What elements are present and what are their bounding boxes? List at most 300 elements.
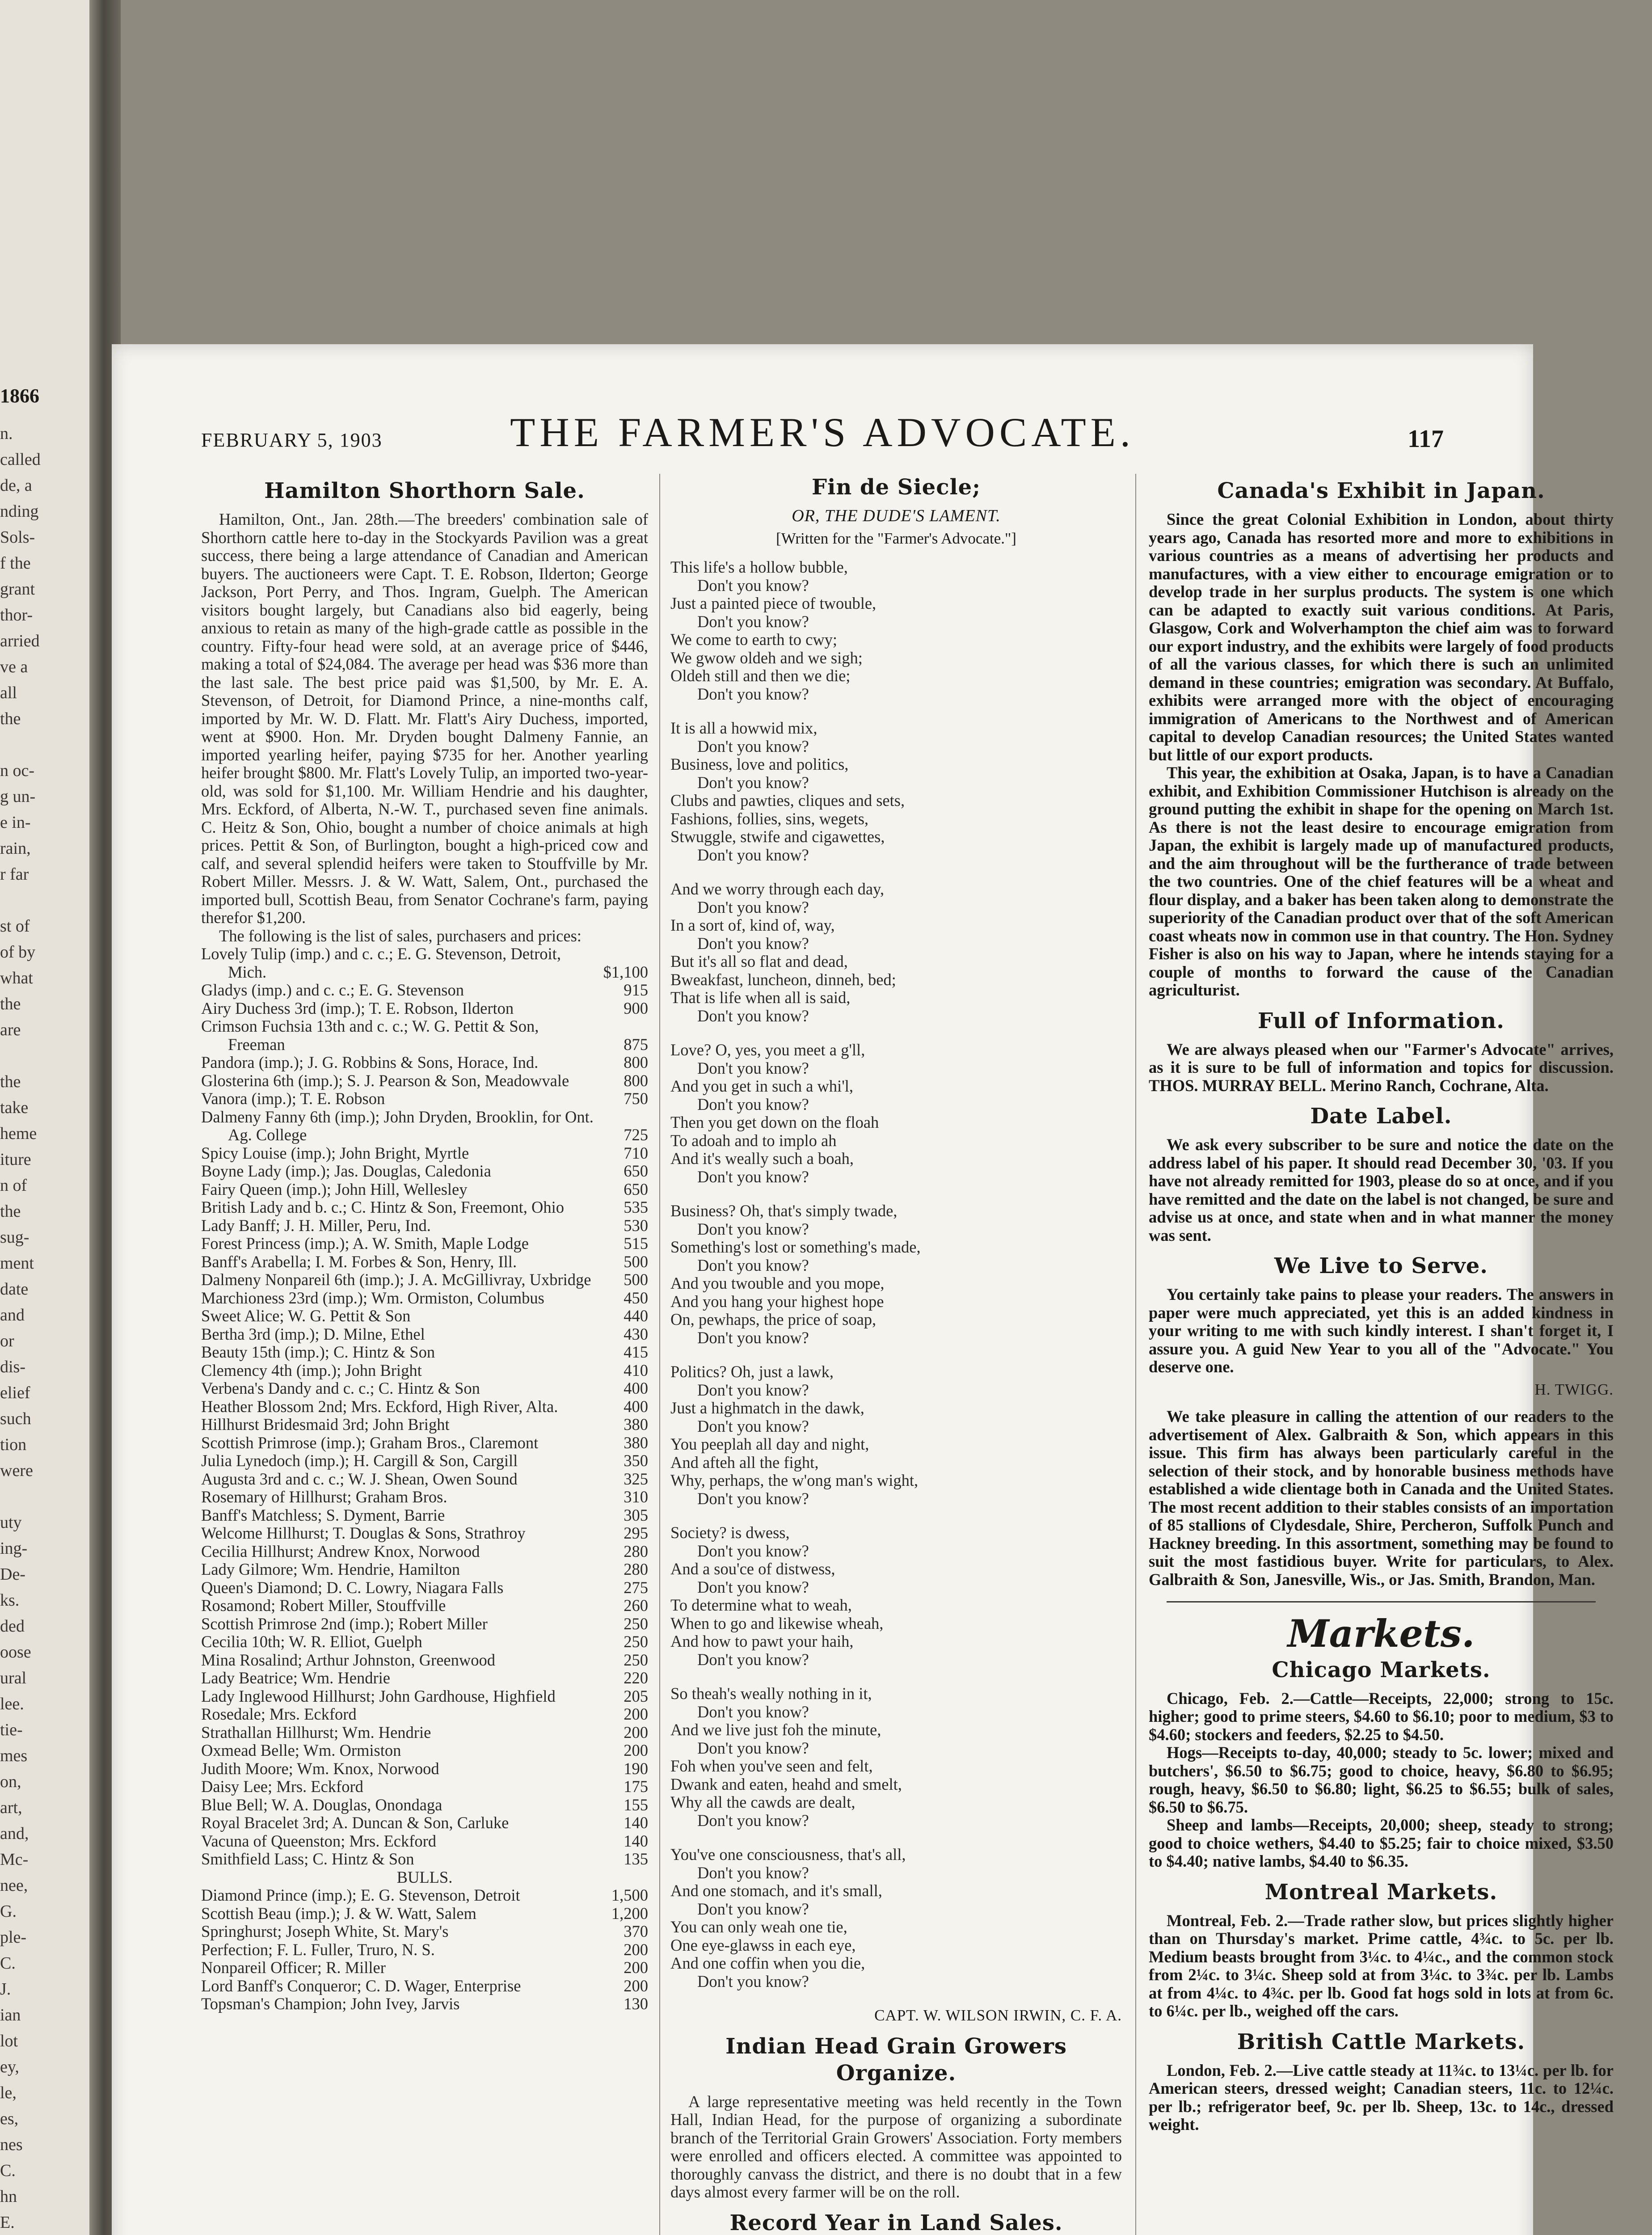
- previous-page-line: nes: [0, 2135, 23, 2154]
- previous-page-line: lot: [0, 2032, 18, 2050]
- sale-row: [201, 1941, 648, 1959]
- sale-price: 220: [624, 1669, 648, 1687]
- sale-row: [201, 999, 648, 1018]
- sale-price: 205: [624, 1687, 648, 1705]
- poem-line: And we worry through each day,: [670, 880, 885, 898]
- poem-line: Don't you know?: [697, 1058, 809, 1077]
- sale-row: [201, 1832, 648, 1851]
- poem-stanza: [670, 880, 1122, 1025]
- sale-price: 710: [624, 1143, 648, 1162]
- sale-animal-buyer: Sweet Alice; W. G. Pettit & Son: [201, 1307, 411, 1325]
- sale-row: [201, 1434, 648, 1452]
- article-heading-japan: Canada's Exhibit in Japan.: [1217, 478, 1545, 503]
- previous-page-line: all: [0, 683, 17, 702]
- poem-line: Oldeh still and then we die;: [670, 666, 851, 685]
- poem-line: Why all the cawds are dealt,: [670, 1793, 856, 1811]
- article-heading-montreal: Montreal Markets.: [1264, 1879, 1498, 1905]
- sale-price: 450: [624, 1288, 648, 1307]
- sale-price: $1,100: [603, 962, 648, 981]
- poem-line: When to go and likewise wheah,: [670, 1614, 884, 1632]
- previous-page-line: mes: [0, 1746, 28, 1765]
- sale-price: 260: [624, 1596, 648, 1615]
- article-paragraph: A large representative meeting was held recently in the Town Hall, Indian Head, for the purpose of organizing a subordinate branch of the Territorial Grain Growers' Association. Forty members were enrolled and officers elected. A committee was appointed to thoroughly canvass the district, and there is no doubt that in a few days almost every farmer will be on the roll.: [670, 2092, 1122, 2201]
- sale-row: [201, 1543, 648, 1561]
- newspaper-page: [112, 344, 1614, 2235]
- previous-page-line: st of: [0, 917, 30, 936]
- poem-line: Don't you know?: [697, 1650, 809, 1669]
- previous-page-line: such: [0, 1409, 31, 1428]
- sale-row: [201, 1144, 648, 1163]
- sale-animal-buyer: Dalmeny Nonpareil 6th (imp.); J. A. McGillivray, Uxbridge: [201, 1270, 591, 1289]
- poem-line: In a sort of, kind of, way,: [670, 916, 835, 934]
- poem-line: You've one consciousness, that's all,: [670, 1845, 906, 1864]
- page-header: [201, 407, 1444, 456]
- poem-stanza: [670, 1041, 1122, 1186]
- poem-line: On, pewhaps, the price of soap,: [670, 1310, 877, 1328]
- poem-line: It is all a howwid mix,: [670, 719, 818, 737]
- previous-page-line: g un-: [0, 787, 36, 806]
- previous-page-line: hn: [0, 2187, 17, 2206]
- previous-page-line: elief: [0, 1383, 30, 1402]
- previous-page-line: grant: [0, 580, 35, 599]
- sale-row: [201, 1488, 648, 1506]
- sale-row: [201, 1054, 648, 1072]
- sale-animal-buyer: Judith Moore; Wm. Knox, Norwood: [201, 1759, 439, 1778]
- poem-line: And you hang your highest hope: [670, 1292, 884, 1311]
- previous-page-line: Sols-: [0, 528, 35, 547]
- sale-animal-buyer: Vanora (imp.); T. E. Robson: [201, 1089, 385, 1108]
- sale-animal-buyer: Bertha 3rd (imp.); D. Milne, Ethel: [201, 1324, 425, 1343]
- sale-animal-buyer: Beauty 15th (imp.); C. Hintz & Son: [201, 1343, 435, 1361]
- previous-page-line: dis-: [0, 1358, 25, 1376]
- sale-animal-buyer: Forest Princess (imp.); A. W. Smith, Maple Lodge: [201, 1234, 529, 1252]
- sale-row: [201, 1977, 648, 1995]
- market-paragraph: Hogs—Receipts to-day, 40,000; steady to 5c. lower; mixed and butchers', $6.50 to $6.75; good to choice, heavy, $6.80 to $6.95; rough, heavy, $6.50 to $6.80; light, $6.25 to $6.55; bulk of sales, $6.50 to $6.75.: [1149, 1743, 1614, 1816]
- sale-price: 800: [624, 1053, 648, 1071]
- sale-price: 915: [624, 981, 648, 999]
- poem-stanza: [670, 1363, 1122, 1508]
- masthead-title: THE FARMER'S ADVOCATE.: [510, 409, 1135, 455]
- column-3: [1149, 469, 1614, 2134]
- sale-row: [201, 1090, 648, 1108]
- previous-page-line: ment: [0, 1254, 34, 1273]
- poem-line: And afteh all the fight,: [670, 1453, 819, 1472]
- sale-price: 175: [624, 1777, 648, 1796]
- sale-animal-buyer: Lady Beatrice; Wm. Hendrie: [201, 1669, 390, 1687]
- previous-page-line: es,: [0, 2109, 19, 2128]
- column-1: [201, 469, 648, 2013]
- sale-price: 190: [624, 1759, 648, 1778]
- poem-line: Politics? Oh, just a lawk,: [670, 1362, 834, 1381]
- sale-row: [201, 1506, 648, 1525]
- poem-line: Society? is dwess,: [670, 1523, 790, 1542]
- article-heading-date-label: Date Label.: [1310, 1104, 1452, 1129]
- sale-animal-buyer: Topsman's Champion; John Ivey, Jarvis: [201, 1995, 460, 2013]
- previous-page-line: rain,: [0, 839, 31, 858]
- sale-row: [201, 1905, 648, 1923]
- sale-row: [201, 1850, 648, 1868]
- sale-row: [201, 1579, 648, 1597]
- sale-animal-buyer: Cecilia 10th; W. R. Elliot, Guelph: [201, 1632, 422, 1651]
- poem-line: Business, love and politics,: [670, 755, 849, 773]
- sale-animal-buyer: Diamond Prince (imp.); E. G. Stevenson, Detroit: [201, 1886, 520, 1904]
- sale-row: [201, 1271, 648, 1289]
- sale-price: 155: [624, 1795, 648, 1814]
- previous-page-line: tie-: [0, 1721, 23, 1739]
- poem-line: Don't you know?: [697, 1541, 809, 1560]
- article-heading-hamilton-sale: Hamilton Shorthorn Sale.: [264, 478, 585, 503]
- sale-animal-buyer: Perfection; F. L. Fuller, Truro, N. S.: [201, 1940, 435, 1959]
- poem-line: Don't you know?: [697, 576, 809, 595]
- sale-price: 800: [624, 1071, 648, 1090]
- previous-page-line: nee,: [0, 1876, 28, 1895]
- sale-row: [201, 1724, 648, 1742]
- sale-price: 500: [624, 1252, 648, 1271]
- article-paragraph: We are always pleased when our "Farmer's Advocate" arrives, as it is sure to be full of information and topics for discussion. THOS. MURRAY BELL. Merino Ranch, Cochrane, Alta.: [1149, 1040, 1614, 1095]
- sale-animal-buyer: Lord Banff's Conqueror; C. D. Wager, Enterprise: [201, 1976, 521, 1995]
- sale-animal-buyer: Scottish Primrose 2nd (imp.); Robert Miller: [201, 1614, 488, 1633]
- sale-row: [201, 1253, 648, 1271]
- previous-page-line: on,: [0, 1772, 21, 1791]
- poem-line: But it's all so flat and dead,: [670, 952, 848, 970]
- sale-price: 900: [624, 999, 648, 1017]
- poem-line: Don't you know?: [697, 1167, 809, 1186]
- article-heading-british: British Cattle Markets.: [1237, 2029, 1526, 2054]
- poem-line: Don't you know?: [697, 773, 809, 792]
- previous-page-line: ded: [0, 1617, 25, 1636]
- sale-row: [201, 1995, 648, 2013]
- sale-price: 200: [624, 1705, 648, 1723]
- previous-page-line: [0, 732, 89, 758]
- poem-line: One eye-glawss in each eye,: [670, 1936, 856, 1954]
- poem-line: And a sou'ce of distwess,: [670, 1560, 835, 1578]
- article-paragraph: Hamilton, Ont., Jan. 28th.—The breeders' combination sale of Shorthorn cattle here to-day in the Stockyards Pavilion was a great success, there being a large attendance of Canadian and American buyers. The auctioneers were Capt. T. E. Robson, Ilderton; George Jackson, Port Perry, and Thos. Ingram, Guelph. The American visitors bought largely, but Canadians also bid eagerly, being anxious to retain as many of the high-grade cattle as possible in the country. Fifty-four head were sold, at an average price of $446, making a total of $24,084. The average per head was $36 more than the last sale. The best price paid was $1,500, by Mr. E. A. Stevenson, of Detroit, for Diamond Prince, a nine-months calf, imported by Mr. W. D. Flatt. Mr. Flatt's Airy Duchess, imported, went at $900. Hon. Mr. Dryden bought Dalmeny Fannie, an imported yearling heifer, paying $735 for her. Another yearling heifer brought $800. Mr. Flatt's Lovely Tulip, an imported two-year-old, was sold for $1,100. Mr. William Hendrie and his daughter, Mrs. Eckford, of Alberta, N.-W. T., purchased seven fine animals. C. Heitz & Son, Ohio, bought a number of choice animals at high prices. Pettit & Son, of Burlington, bought a high-priced cow and calf, and several splendid heifers were taken to Stouffville by Mr. Robert Miller. Messrs. J. & W. Watt, Salem, Ont., purchased the imported bull, Scottish Beau, from Senator Cochrane's farm, paying therefor $1,200.: [201, 510, 648, 927]
- sale-row: [201, 1017, 648, 1054]
- article-paragraph: We take pleasure in calling the attention of our readers to the advertisement of Alex. Galbraith & Son, which appears in this issue. This firm has always been particularly careful in the selection of their stock, and by honorable business methods have established a wide clientage both in Canada and the United States. The most recent addition to their stables consists of an importation of 85 stallions of Clydesdale, Shire, Percheron, Suffolk Punch and Hackney breeding. In this assortment, something may be found to suit the most fastidious buyer. Write for particulars, to Alex. Galbraith & Son, Janesville, Wis., or Jas. Smith, Brandon, Man.: [1149, 1407, 1614, 1589]
- sale-row: [201, 1343, 648, 1362]
- poem-line: Dwank and eaten, heahd and smelt,: [670, 1775, 902, 1793]
- bulls-label: BULLS.: [396, 1868, 453, 1886]
- sale-animal-buyer: Strathallan Hillhurst; Wm. Hendrie: [201, 1723, 431, 1742]
- sale-row: [201, 1597, 648, 1615]
- poem-subtitle: OR, THE DUDE'S LAMENT.: [792, 506, 1001, 525]
- sale-animal-buyer: Royal Bracelet 3rd; A. Duncan & Son, Carluke: [201, 1813, 509, 1832]
- previous-page-line: e in-: [0, 813, 31, 832]
- column-2: [670, 469, 1122, 2235]
- poem-stanza: [670, 1846, 1122, 1990]
- sale-price: 430: [624, 1324, 648, 1343]
- sale-price: 140: [624, 1831, 648, 1850]
- previous-page-line: iture: [0, 1150, 31, 1169]
- previous-page-line: n oc-: [0, 761, 35, 780]
- poem-stanza: [670, 1685, 1122, 1830]
- poem-title: Fin de Siecle;: [812, 475, 981, 500]
- sale-animal-buyer: Nonpareil Officer; R. Miller: [201, 1958, 386, 1977]
- poem-stanza: [670, 1202, 1122, 1347]
- article-heading-land-sales: Record Year in Land Sales.: [729, 2210, 1063, 2235]
- sale-price: 530: [624, 1216, 648, 1235]
- market-paragraph: Sheep and lambs—Receipts, 20,000; sheep, steady to strong; good to choice wethers, $4.40 to $5.25; fair to choice mixed, $3.50 to $4.40; native lambs, $4.40 to $6.35.: [1149, 1816, 1614, 1870]
- article-paragraph: Since the great Colonial Exhibition in London, about thirty years ago, Canada has resorted more and more to exhibitions in various countries as a means of advertising her products and manufactures, with a view either to encourage emigration or to develop trade in her surplus products. The system is one which can be adapted to exactly suit various conditions. At Paris, Glasgow, Cork and Wolverhampton the chief aim was to forward our export industry, and the exhibits were largely of food products of all the various classes, for which there is such an unlimited demand in these countries; emigration was secondary. At Buffalo, exhibits were arranged more with the object of encouraging immigration of Americans to the Northwest and of American capital to develop Canadian resources; the United States wanted but little of our export products.: [1149, 510, 1614, 764]
- issue-date: FEBRUARY 5, 1903: [201, 429, 383, 451]
- poem-line: Just a painted piece of twouble,: [670, 594, 877, 612]
- sale-price: 325: [624, 1469, 648, 1488]
- sale-animal-buyer: Augusta 3rd and c. c.; W. J. Shean, Owen Sound: [201, 1469, 518, 1488]
- sale-price: 140: [624, 1813, 648, 1832]
- poem-line: This life's a hollow bubble,: [670, 558, 848, 576]
- previous-page-line: C.: [0, 1954, 16, 1973]
- poem-line: Just a highmatch in the dawk,: [670, 1399, 864, 1417]
- sale-animal-buyer: Crimson Fuchsia 13th and c. c.; W. G. Pettit & Son, Freeman: [201, 1017, 539, 1054]
- sale-price: 200: [624, 1741, 648, 1759]
- sale-price: 750: [624, 1089, 648, 1108]
- previous-page-line: the: [0, 1072, 21, 1091]
- poem-line: Don't you know?: [697, 1489, 809, 1508]
- poem-line: And you get in such a whi'l,: [670, 1077, 854, 1095]
- previous-page-line: De-: [0, 1565, 25, 1584]
- poem-stanza: [670, 719, 1122, 864]
- sale-price: 650: [624, 1180, 648, 1198]
- sale-row: [201, 1289, 648, 1307]
- sale-animal-buyer: Heather Blossom 2nd; Mrs. Eckford, High River, Alta.: [201, 1397, 558, 1416]
- previous-page-line: ural: [0, 1669, 27, 1687]
- sale-animal-buyer: Springhurst; Joseph White, St. Mary's: [201, 1922, 449, 1940]
- sale-row: [201, 945, 648, 981]
- poem-line: And it's weally such a boah,: [670, 1149, 854, 1168]
- sale-animal-buyer: Lady Banff; J. H. Miller, Peru, Ind.: [201, 1216, 431, 1235]
- sale-price: 305: [624, 1505, 648, 1524]
- article-paragraph: This year, the exhibition at Osaka, Japan, is to have a Canadian exhibit, and Exhibition Commissioner Hutchison is already on the ground putting the exhibit in shape for the opening on March 1st. As there is not the least desire to encourage emigration from Japan, the exhibit is largely made up of manufactured products, and the aim throughout will be the furtherance of trade between the two countries. One of the chief features will be a wheat and flour display, and a baker has been taken along to demonstrate the superiority of the Canadian product over that of the soft American coast wheats now in common use in that country. The Hon. Sydney Fisher is also on his way to Japan, where he intends staying for a couple of months to forward the cause of the Canadian agriculturist.: [1149, 763, 1614, 999]
- sale-price: 280: [624, 1542, 648, 1560]
- sale-row: [201, 1307, 648, 1325]
- poem-line: Fashions, follies, sins, wegets,: [670, 809, 869, 828]
- poem-line: Don't you know?: [697, 1006, 809, 1025]
- previous-page-line: ve a: [0, 658, 28, 676]
- sale-animal-buyer: Rosamond; Robert Miller, Stouffville: [201, 1596, 446, 1615]
- article-heading-indian-head: Indian Head Grain Growers Organize.: [725, 2033, 1067, 2086]
- previous-page-edge: [0, 0, 103, 2235]
- previous-page-line: were: [0, 1461, 33, 1480]
- sale-animal-buyer: Oxmead Belle; Wm. Ormiston: [201, 1741, 401, 1759]
- sale-animal-buyer: Hillhurst Bridesmaid 3rd; John Bright: [201, 1415, 450, 1434]
- sale-animal-buyer: Smithfield Lass; C. Hintz & Son: [201, 1850, 414, 1868]
- previous-page-line: E.: [0, 2213, 15, 2232]
- sale-animal-buyer: Rosedale; Mrs. Eckford: [201, 1705, 357, 1723]
- sale-price: 515: [624, 1234, 648, 1252]
- sale-animal-buyer: Marchioness 23rd (imp.); Wm. Ormiston, Columbus: [201, 1288, 544, 1307]
- sale-row: [201, 1923, 648, 1941]
- sale-price: 650: [624, 1162, 648, 1180]
- sale-row: [201, 1217, 648, 1235]
- poem-line: Don't you know?: [697, 684, 809, 703]
- previous-page-line: of by: [0, 943, 36, 961]
- sale-animal-buyer: Rosemary of Hillhurst; Graham Bros.: [201, 1488, 447, 1506]
- sale-price: 875: [624, 1035, 648, 1054]
- poem-line: Something's lost or something's made,: [670, 1238, 921, 1256]
- previous-page-line: the: [0, 995, 21, 1013]
- sale-row: [201, 1959, 648, 1977]
- sale-price: 250: [624, 1650, 648, 1669]
- previous-page-line: tion: [0, 1435, 27, 1454]
- sale-animal-buyer: Boyne Lady (imp.); Jas. Douglas, Caledonia: [201, 1162, 491, 1180]
- poem-stanza: [670, 1524, 1122, 1669]
- poem-line: And one stomach, and it's small,: [670, 1881, 882, 1900]
- previous-page-line: f the: [0, 554, 31, 573]
- sale-price: 310: [624, 1488, 648, 1506]
- previous-page-line: art,: [0, 1798, 22, 1817]
- market-paragraph: Montreal, Feb. 2.—Trade rather slow, but prices slightly higher than on Thursday's market. Prime cattle, 4¾c. to 5c. per lb. Medium beasts brought from 3¼c. to 4¼c., and the common stock from 2¼c. to 3¼c. Sheep sold at from 3¼c. to 3¾c. per lb. Lambs at from 4¼c. to 4¾c. per lb. Good fat hogs sold in lots at from 6c. to 6¼c. per lb., weighed off the cars.: [1149, 1911, 1614, 2020]
- poem-line: Don't you know?: [697, 898, 809, 916]
- poem-line: Don't you know?: [697, 1738, 809, 1757]
- sale-price: 280: [624, 1560, 648, 1578]
- previous-page-line: r far: [0, 865, 29, 884]
- previous-page-line: date: [0, 1280, 29, 1299]
- poem-line: Don't you know?: [697, 1380, 809, 1399]
- sale-animal-buyer: Queen's Diamond; D. C. Lowry, Niagara Falls: [201, 1578, 504, 1597]
- sale-row: [201, 1181, 648, 1199]
- section-divider: [1167, 1601, 1596, 1602]
- article-paragraph: We ask every subscriber to be sure and notice the date on the address label of his paper. It should read December 30, '03. If you have not already remitted for 1903, please do so at once, and if you have remitted and the date on the label is not changed, be sure and advise us at once, and state when and in what manner the money was sent.: [1149, 1135, 1614, 1244]
- poem-line: To adoah and to implo ah: [670, 1131, 837, 1150]
- sale-price: 200: [624, 1723, 648, 1742]
- previous-page-text: [0, 384, 89, 2235]
- market-paragraph: Chicago, Feb. 2.—Cattle—Receipts, 22,000; strong to 15c. higher; good to prime steers, $4.60 to $6.10; poor to medium, $3 to $4.60; stockers and feeders, $2.25 to $4.50.: [1149, 1689, 1614, 1744]
- sale-animal-buyer: Glosterina 6th (imp.); S. J. Pearson & Son, Meadowvale: [201, 1071, 569, 1090]
- page-number: 117: [1408, 425, 1444, 453]
- poem-author: CAPT. W. WILSON IRWIN, C. F. A.: [874, 2007, 1122, 2024]
- sale-animal-buyer: Pandora (imp.); J. G. Robbins & Sons, Horace, Ind.: [201, 1053, 539, 1071]
- sale-price: 250: [624, 1632, 648, 1651]
- sale-animal-buyer: Cecilia Hillhurst; Andrew Knox, Norwood: [201, 1542, 480, 1560]
- poem-line: We come to earth to cwy;: [670, 630, 838, 649]
- previous-page-line: are: [0, 1021, 21, 1039]
- previous-page-line: the: [0, 1202, 21, 1221]
- poem-line: And one coffin when you die,: [670, 1954, 865, 1972]
- previous-page-line: sug-: [0, 1228, 30, 1247]
- sale-animal-buyer: Scottish Beau (imp.); J. & W. Watt, Salem: [201, 1904, 476, 1923]
- poem-line: Don't you know?: [697, 1899, 809, 1918]
- poem-line: We gwow oldeh and we sigh;: [670, 648, 863, 667]
- sale-row: [201, 1325, 648, 1344]
- sale-row: [201, 1470, 648, 1489]
- previous-page-line: C.: [0, 2161, 16, 2180]
- article-heading-information: Full of Information.: [1258, 1008, 1504, 1033]
- article-paragraph: You certainly take pains to please your readers. The answers in paper were much appreciated, yet this is an added kindness in your writing to me with such kindly interest. I shan't forget it, I assure you. A guid New Year to you all of the "Advocate." You deserve one.: [1149, 1285, 1614, 1376]
- poem-line: That is life when all is said,: [670, 988, 851, 1007]
- previous-page-line: lee.: [0, 1695, 24, 1713]
- previous-page-line: G.: [0, 1902, 17, 1921]
- sale-row: [201, 1705, 648, 1724]
- sale-price: 415: [624, 1343, 648, 1361]
- sale-animal-buyer: Lady Inglewood Hillhurst; John Gardhouse, Highfield: [201, 1687, 556, 1705]
- sale-price: 350: [624, 1451, 648, 1470]
- sale-price: 250: [624, 1614, 648, 1633]
- sale-price: 380: [624, 1433, 648, 1452]
- poem-line: Then you get down on the floah: [670, 1113, 879, 1131]
- previous-page-line: what: [0, 969, 33, 987]
- previous-page-line: and: [0, 1306, 25, 1324]
- previous-page-line: J.: [0, 1980, 11, 1999]
- poem-line: Business? Oh, that's simply twade,: [670, 1202, 898, 1220]
- sale-animal-buyer: Welcome Hillhurst; T. Douglas & Sons, Strathroy: [201, 1524, 526, 1542]
- previous-page-line: de, a: [0, 476, 32, 495]
- sale-row: [201, 1687, 648, 1706]
- sale-price: 135: [624, 1850, 648, 1868]
- sale-price: 400: [624, 1397, 648, 1416]
- sale-animal-buyer: Dalmeny Fanny 6th (imp.); John Dryden, Brooklin, for Ont. Ag. College: [201, 1107, 594, 1144]
- poem-line: Stwuggle, stwife and cigawettes,: [670, 827, 885, 846]
- sale-price: 130: [624, 1995, 648, 2013]
- sale-row: [201, 1633, 648, 1651]
- sale-price: 295: [624, 1524, 648, 1542]
- sales-list-cows: [201, 945, 648, 1868]
- poem-line: Don't you know?: [697, 1219, 809, 1238]
- previous-page-line: n of: [0, 1176, 27, 1195]
- sale-row: [201, 1760, 648, 1778]
- markets-title: Markets.: [1287, 1611, 1475, 1656]
- sale-row: [201, 1615, 648, 1633]
- sale-animal-buyer: Julia Lynedoch (imp.); H. Cargill & Son, Cargill: [201, 1451, 518, 1470]
- poem-line: Why, perhaps, the w'ong man's wight,: [670, 1471, 919, 1489]
- poem-line: Don't you know?: [697, 1811, 809, 1830]
- column-rule: [659, 474, 660, 2235]
- sale-price: 440: [624, 1307, 648, 1325]
- sale-price: 380: [624, 1415, 648, 1434]
- previous-page-number: 1866: [0, 385, 39, 407]
- sale-row: [201, 1796, 648, 1814]
- poem-line: Don't you know?: [697, 1702, 809, 1721]
- previous-page-line: or: [0, 1332, 14, 1350]
- poem-line: Don't you know?: [697, 1972, 809, 1990]
- previous-page-line: le,: [0, 2083, 17, 2102]
- sale-animal-buyer: Gladys (imp.) and c. c.; E. G. Stevenson: [201, 981, 464, 999]
- sale-animal-buyer: Airy Duchess 3rd (imp.); T. E. Robson, Ilderton: [201, 999, 514, 1017]
- article-heading-chicago: Chicago Markets.: [1272, 1657, 1491, 1683]
- previous-page-line: and,: [0, 1824, 29, 1843]
- poem-line: Don't you know?: [697, 1863, 809, 1882]
- sale-animal-buyer: Blue Bell; W. A. Douglas, Onondaga: [201, 1795, 442, 1814]
- sale-row: [201, 1235, 648, 1253]
- sale-row: [201, 1778, 648, 1796]
- poem-line: And we live just foh the minute,: [670, 1721, 881, 1739]
- sale-row: [201, 1072, 648, 1090]
- poem-line: Don't you know?: [697, 1577, 809, 1596]
- sale-row: [201, 1108, 648, 1144]
- previous-page-line: [0, 887, 89, 913]
- sale-row: [201, 1452, 648, 1470]
- previous-page-line: uty: [0, 1513, 22, 1532]
- sale-animal-buyer: Spicy Louise (imp.); John Bright, Myrtle: [201, 1143, 469, 1162]
- sale-row: [201, 1886, 648, 1905]
- poem-line: And you twouble and you mope,: [670, 1274, 885, 1292]
- sale-price: 1,200: [611, 1904, 648, 1923]
- sale-row: [201, 1669, 648, 1687]
- sale-animal-buyer: British Lady and b. c.; C. Hintz & Son, Freemont, Ohio: [201, 1198, 565, 1216]
- previous-page-line: ple-: [0, 1928, 27, 1947]
- sale-price: 410: [624, 1361, 648, 1379]
- sale-row: [201, 1416, 648, 1434]
- sale-price: 200: [624, 1958, 648, 1977]
- sale-animal-buyer: Banff's Arabella; I. M. Forbes & Son, Henry, Ill.: [201, 1252, 517, 1271]
- article-paragraph: The following is the list of sales, purchasers and prices:: [219, 926, 582, 945]
- sale-price: 370: [624, 1922, 648, 1940]
- poem-line: Don't you know?: [697, 845, 809, 864]
- poem-line: Foh when you've seen and felt,: [670, 1757, 873, 1775]
- sale-row: [201, 1651, 648, 1670]
- poem-line: Don't you know?: [697, 612, 809, 631]
- poem-line: Don't you know?: [697, 1328, 809, 1347]
- sale-animal-buyer: Vacuna of Queenston; Mrs. Eckford: [201, 1831, 437, 1850]
